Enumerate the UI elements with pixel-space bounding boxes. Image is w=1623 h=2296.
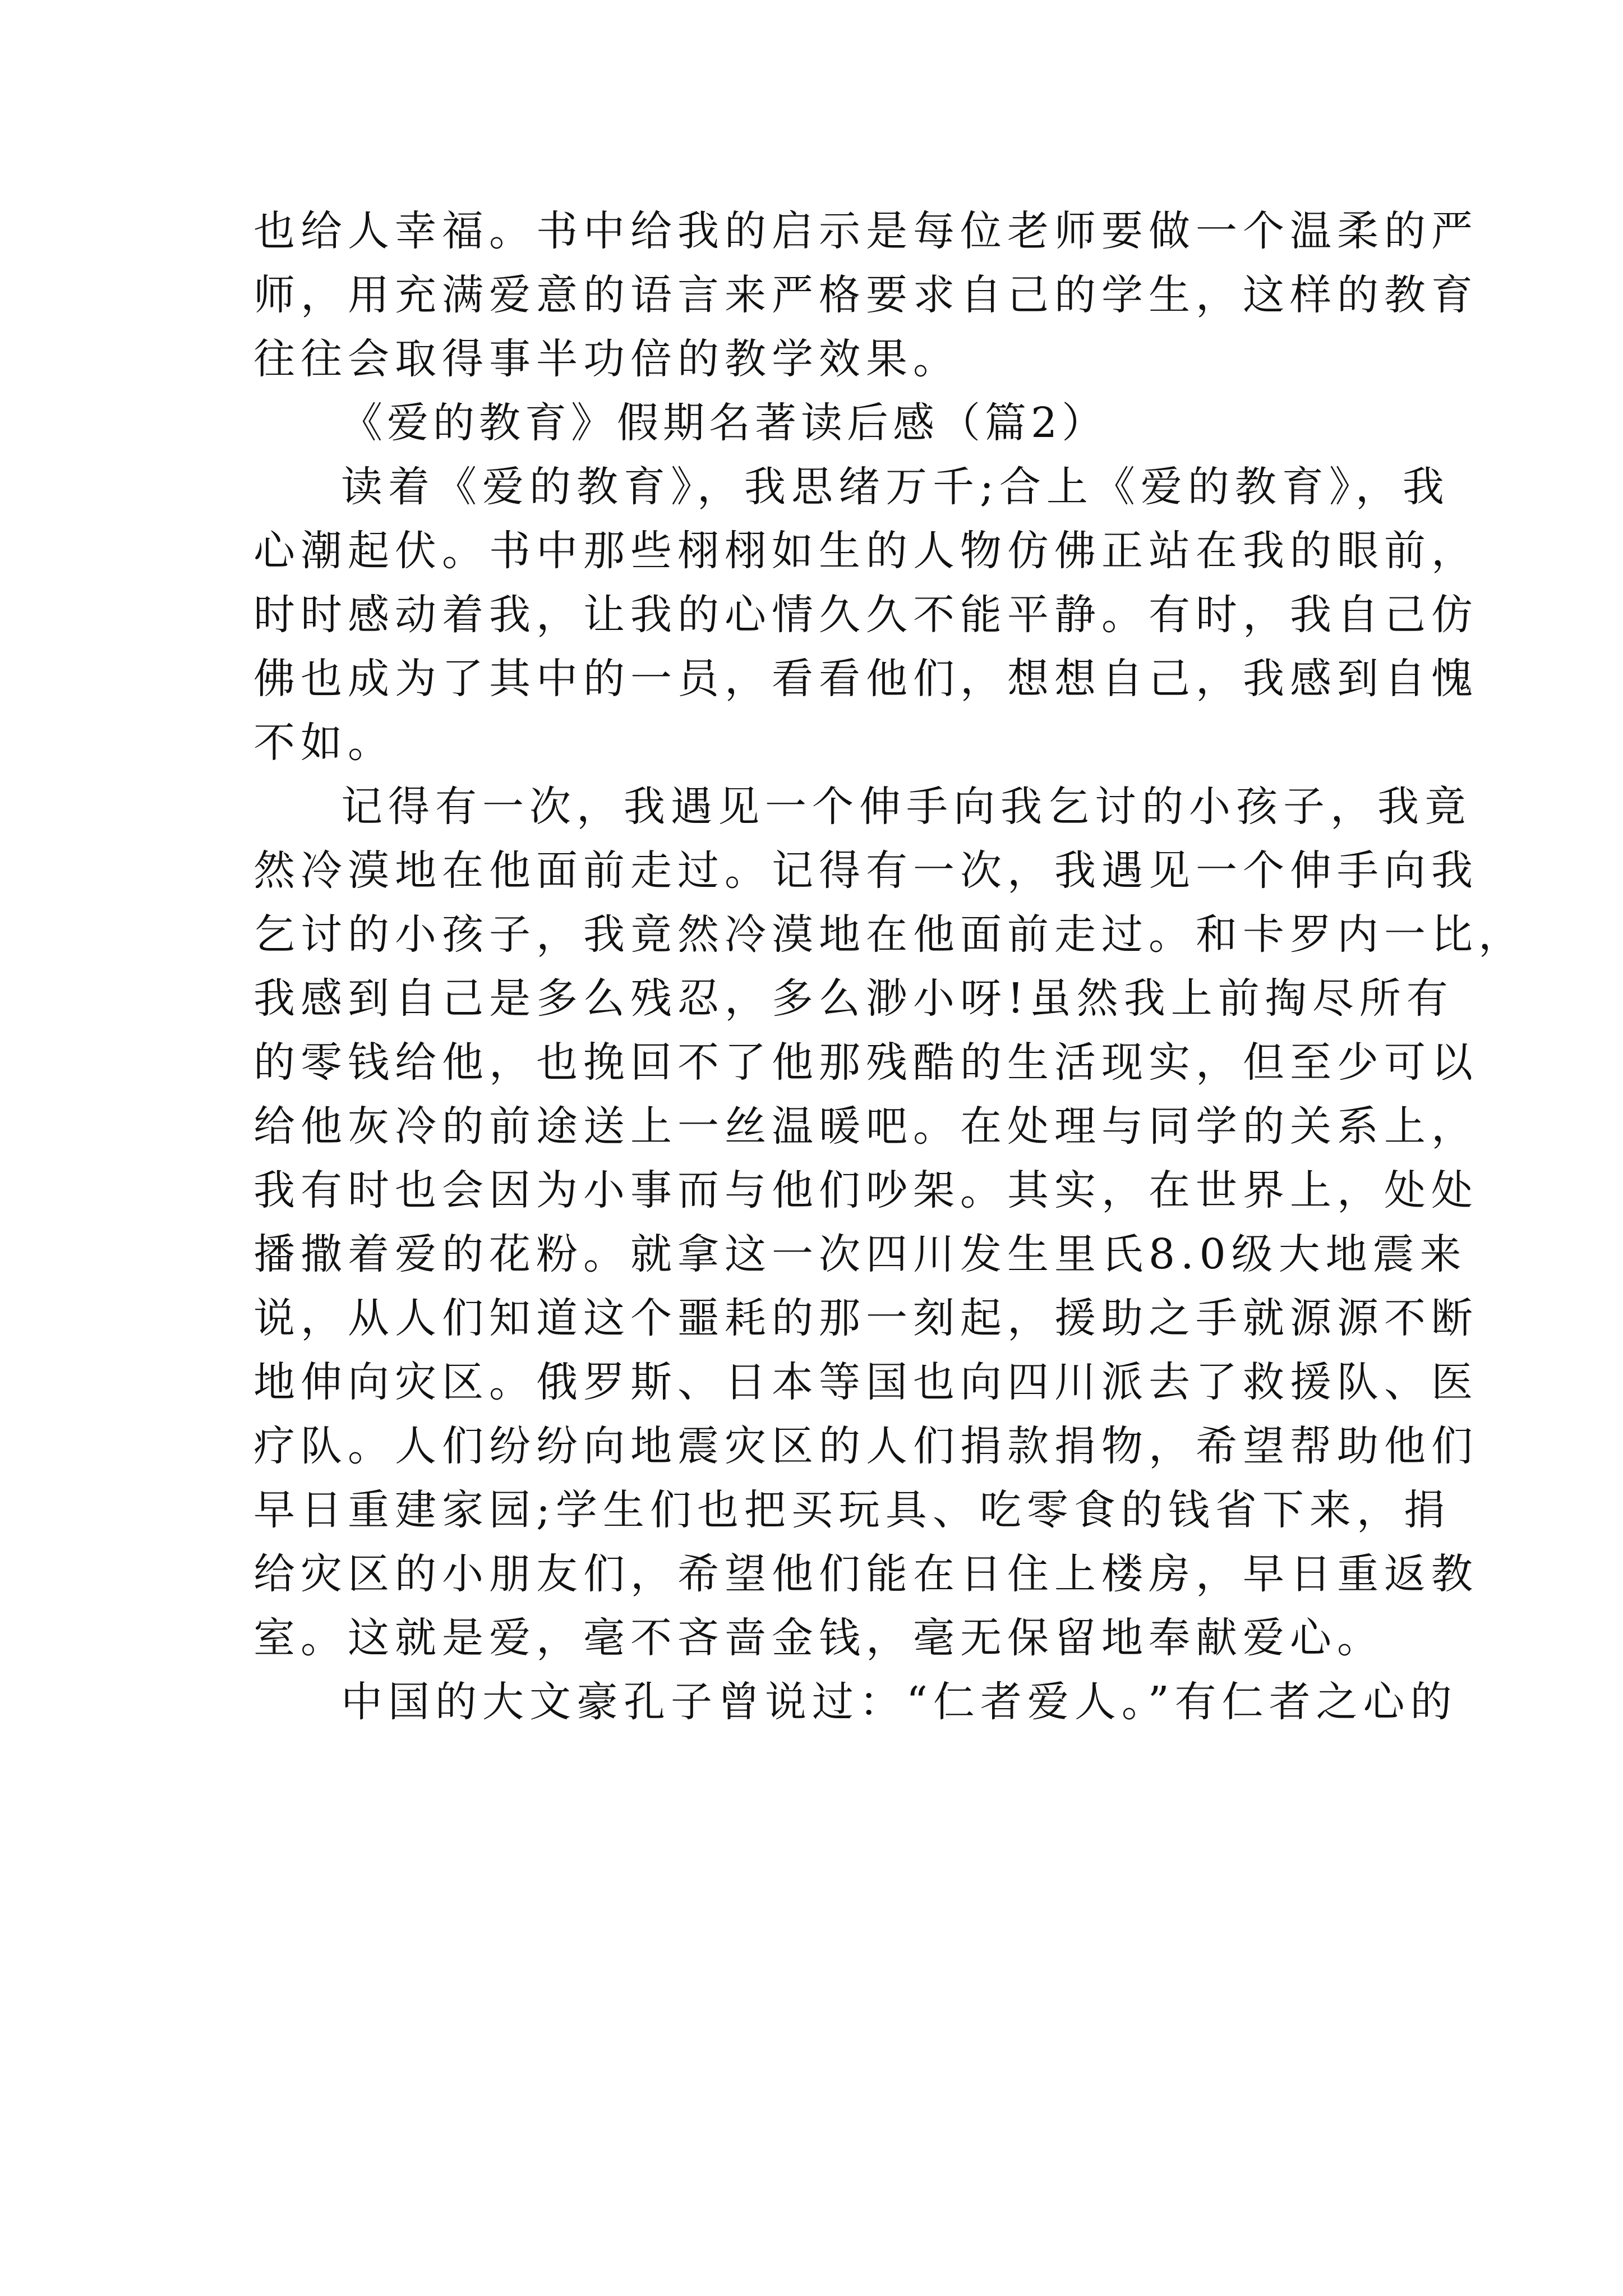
text-line: 地伸向灾区。俄罗斯、日本等国也向四川派去了救援队、医 xyxy=(253,1358,1478,1406)
text-line: 记得有一次，我遇见一个伸手向我乞讨的小孩子，我竟 xyxy=(341,783,1472,831)
text-line: 不如。 xyxy=(253,719,395,767)
text-line: 往往会取得事半功倍的教学效果。 xyxy=(253,335,960,383)
paragraph xyxy=(253,775,1525,1670)
paragraph xyxy=(253,455,1478,775)
text-line: 然冷漠地在他面前走过。记得有一次，我遇见一个伸手向我 xyxy=(253,846,1478,895)
text-line: 我感到自己是多么残忍，多么渺小呀!虽然我上前掏尽所有 xyxy=(253,974,1454,1023)
text-line: 心潮起伏。书中那些栩栩如生的人物仿佛正站在我的眼前， xyxy=(253,527,1478,575)
text-line: 播撒着爱的花粉。就拿这一次四川发生里氏8.0级大地震来 xyxy=(253,1230,1467,1278)
text-line: 的零钱给他，也挽回不了他那残酷的生活现实，但至少可以 xyxy=(253,1038,1478,1087)
section-heading: 《爱的教育》假期名著读后感（篇2） xyxy=(341,399,1108,447)
text-line: 读着《爱的教育》，我思绪万千;合上《爱的教育》，我 xyxy=(341,463,1450,511)
text-line: 给灾区的小朋友们，希望他们能在日住上楼房，早日重返教 xyxy=(253,1550,1478,1598)
text-line: 也给人幸福。书中给我的启示是每位老师要做一个温柔的严 xyxy=(253,207,1478,255)
text-line: 佛也成为了其中的一员，看看他们，想想自己，我感到自愧 xyxy=(253,655,1478,703)
text-line: 师，用充满爱意的语言来严格要求自己的学生，这样的教育 xyxy=(253,271,1478,319)
text-line: 室。这就是爱，毫不吝啬金钱，毫无保留地奉献爱心。 xyxy=(253,1614,1384,1662)
text-line: 中国的大文豪孔子曾说过：“仁者爱人。”有仁者之心的 xyxy=(341,1678,1458,1726)
document-body xyxy=(253,199,1525,1734)
text-line: 我有时也会因为小事而与他们吵架。其实，在世界上，处处 xyxy=(253,1166,1478,1214)
text-line: 疗队。人们纷纷向地震灾区的人们捐款捐物，希望帮助他们 xyxy=(253,1422,1478,1470)
text-line: 给他灰冷的前途送上一丝温暖吧。在处理与同学的关系上， xyxy=(253,1102,1478,1151)
text-line: 说，从人们知道这个噩耗的那一刻起，援助之手就源源不断 xyxy=(253,1294,1478,1342)
text-line: 时时感动着我，让我的心情久久不能平静。有时，我自己仿 xyxy=(253,591,1478,639)
paragraph xyxy=(253,1670,1458,1734)
text-line: 早日重建家园;学生们也把买玩具、吃零食的钱省下来，捐 xyxy=(253,1486,1451,1534)
paragraph xyxy=(253,199,1478,391)
text-line: 乞讨的小孩子，我竟然冷漠地在他面前走过。和卡罗内一比， xyxy=(253,910,1525,959)
